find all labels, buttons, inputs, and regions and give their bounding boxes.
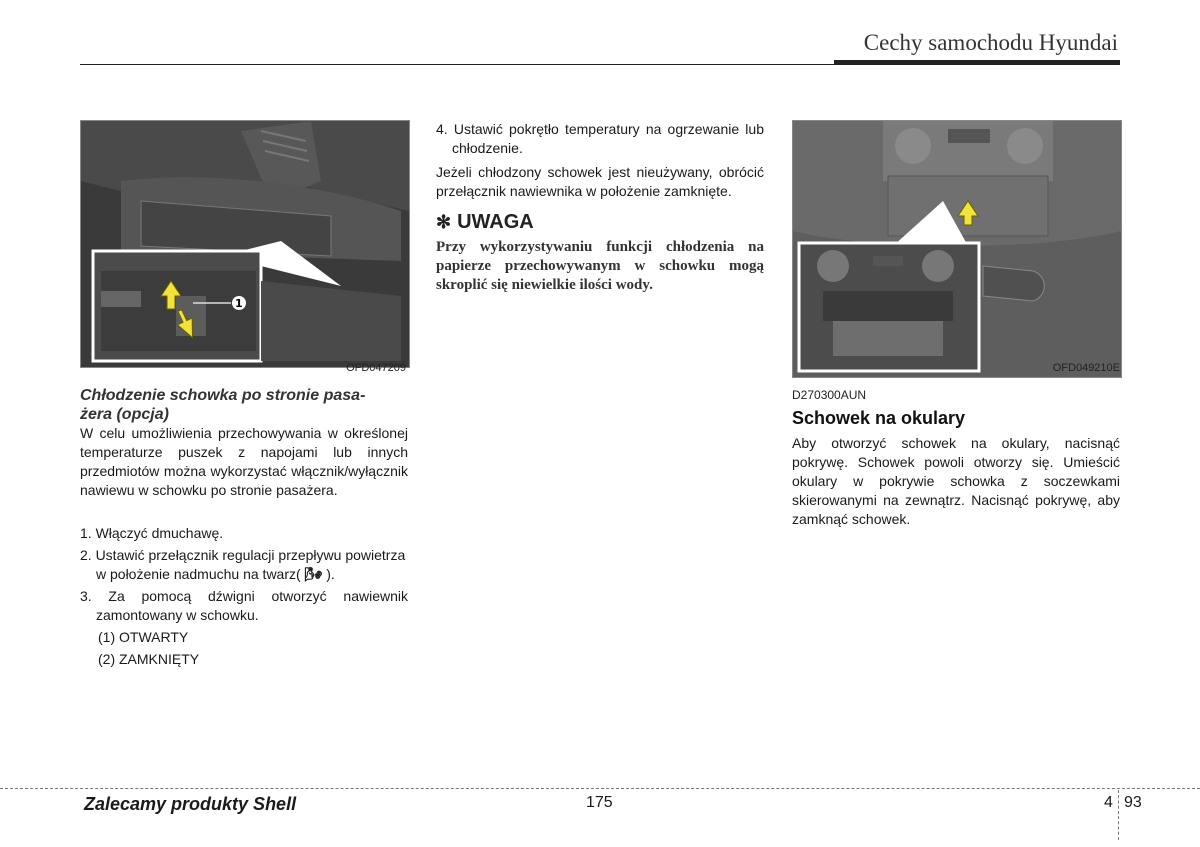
glovebox-cooling-figure <box>80 120 410 368</box>
sunglass-holder-illustration <box>793 121 1121 377</box>
reference-code: D270300AUN <box>792 388 867 402</box>
figure-callout-label: 1 <box>235 297 243 310</box>
sub-item-closed: (2) ZAMKNIĘTY <box>98 651 200 667</box>
page-number: 175 <box>586 794 613 811</box>
section-title-line1: Chłodzenie schowka po stronie pasa- <box>80 387 366 404</box>
chapter-number: 4 <box>1104 794 1113 811</box>
face-vent-icon: 🌬 <box>304 566 323 582</box>
section-heading: Schowek na okulary <box>792 408 966 428</box>
right-body-paragraph: Aby otworzyć schowek na okulary, nacisnąć pokrywę. Schowek powoli otworzy się. Umieścić okulary w pokrywie schowka z soczewkami skierowanymi na zewnątrz. Nacisnąć pokrywę, aby zamknąć schowek. <box>792 435 1120 527</box>
footer-separator <box>1118 790 1119 840</box>
steps-list <box>80 524 408 625</box>
sunglass-holder-figure <box>792 120 1122 378</box>
footer-slogan: Zalecamy produkty Shell <box>84 794 297 814</box>
right-column <box>792 386 1120 529</box>
step-4: 4. Ustawić pokrętło temperatury na ogrzewanie lub chłodzenie. <box>436 121 764 156</box>
note-text: Przy wykorzystywaniu funkcji chłodzenia na papierze przechowywanym w schowku mogą skroplić się niewielkie ilości wody. <box>436 239 764 293</box>
step-2: 2. Ustawić przełącznik regulacji przepływu powietrza w położenie nadmuchu na twarz( 🌬 ). <box>80 547 406 582</box>
middle-column <box>436 120 764 295</box>
step-1: 1. Włączyć dmuchawę. <box>80 525 224 541</box>
footer-divider <box>0 788 1200 789</box>
note-title: UWAGA <box>457 211 534 233</box>
glovebox-illustration <box>81 121 409 367</box>
chapter-page-number: 93 <box>1124 794 1142 811</box>
section-title-line2: żera (opcja) <box>80 406 169 423</box>
intro-paragraph: W celu umożliwienia przechowywania w określonej temperaturze puszek z napojami lub innych przedmiotów można wykorzystać włącznik/wyłącznik nawiewu w schowku po stronie pasażera. <box>80 425 408 498</box>
note-heading <box>436 213 764 232</box>
middle-paragraph: Jeżeli chłodzony schowek jest nieużywany, obrócić przełącznik nawiewnika w położenie zamknięte. <box>436 164 764 199</box>
page-header-title: Cechy samochodu Hyundai <box>863 30 1118 55</box>
right-figure-code: OFD049210E <box>1052 362 1120 374</box>
header-bar <box>834 60 1120 65</box>
sub-item-open: (1) OTWARTY <box>98 629 189 645</box>
left-column <box>80 386 408 669</box>
note-star-icon: ✻ <box>436 212 452 232</box>
step-3: 3. Za pomocą dźwigni otworzyć nawiewnik zamontowany w schowku. <box>80 588 408 623</box>
left-figure-code: OFD047209 <box>346 362 406 374</box>
